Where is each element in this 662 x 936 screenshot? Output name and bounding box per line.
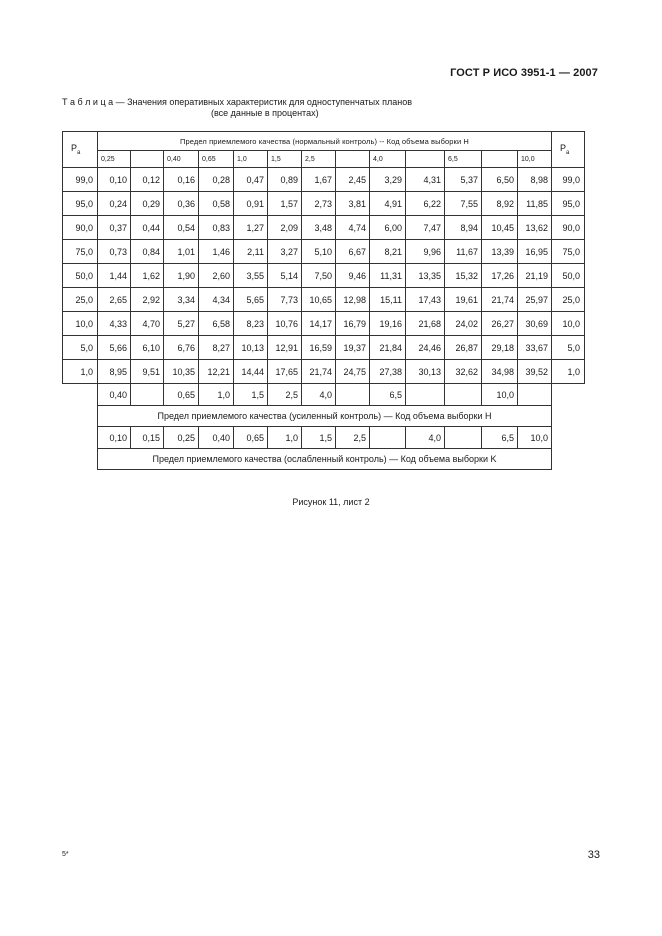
value-cell: 8,23 [234, 312, 268, 336]
pa-value-right: 99,0 [552, 168, 585, 192]
value-cell: 0,37 [98, 216, 131, 240]
value-cell: 8,92 [482, 192, 518, 216]
value-cell: 21,19 [518, 264, 552, 288]
tightened-code-cell [518, 384, 552, 406]
value-cell: 16,79 [336, 312, 370, 336]
value-cell: 6,50 [482, 168, 518, 192]
value-cell: 2,73 [302, 192, 336, 216]
value-cell: 30,69 [518, 312, 552, 336]
value-cell: 25,97 [518, 288, 552, 312]
value-cell: 3,55 [234, 264, 268, 288]
value-cell: 21,68 [406, 312, 445, 336]
value-cell: 7,73 [268, 288, 302, 312]
reduced-code-cell: 1,0 [268, 427, 302, 449]
normal-code-cell: 1,0 [234, 151, 268, 168]
normal-code-cell [131, 151, 164, 168]
tightened-code-cell: 0,65 [164, 384, 199, 406]
value-cell: 2,09 [268, 216, 302, 240]
value-cell: 14,17 [302, 312, 336, 336]
table-caption-subtitle: (все данные в процентах) [211, 108, 319, 118]
value-cell: 19,61 [445, 288, 482, 312]
value-cell: 8,98 [518, 168, 552, 192]
value-cell: 2,60 [199, 264, 234, 288]
value-cell: 11,85 [518, 192, 552, 216]
pa-value-left: 25,0 [63, 288, 98, 312]
value-cell: 19,37 [336, 336, 370, 360]
value-cell: 0,28 [199, 168, 234, 192]
value-cell: 4,31 [406, 168, 445, 192]
value-cell: 1,67 [302, 168, 336, 192]
value-cell: 10,35 [164, 360, 199, 384]
reduced-inspection-title-row [63, 449, 585, 470]
reduced-code-cell: 0,40 [199, 427, 234, 449]
pa-value-right: 50,0 [552, 264, 585, 288]
tightened-code-cell [336, 384, 370, 406]
tightened-codes-row [63, 384, 585, 406]
value-cell: 39,52 [518, 360, 552, 384]
value-cell: 7,50 [302, 264, 336, 288]
reduced-codes-row [63, 427, 585, 449]
value-cell: 11,31 [370, 264, 406, 288]
value-cell: 1,90 [164, 264, 199, 288]
page-number: 33 [587, 849, 600, 861]
value-cell: 16,95 [518, 240, 552, 264]
reduced-code-cell: 0,25 [164, 427, 199, 449]
standard-header: ГОСТ Р ИСО 3951-1 — 2007 [450, 67, 598, 79]
reduced-code-cell [445, 427, 482, 449]
value-cell: 0,12 [131, 168, 164, 192]
reduced-code-cell: 1,5 [302, 427, 336, 449]
value-cell: 4,34 [199, 288, 234, 312]
reduced-code-cell: 2,5 [336, 427, 370, 449]
normal-code-cell: 6,5 [445, 151, 482, 168]
value-cell: 12,21 [199, 360, 234, 384]
table-row [63, 240, 585, 264]
value-cell: 3,48 [302, 216, 336, 240]
reduced-code-cell: 10,0 [518, 427, 552, 449]
pa-value-right: 75,0 [552, 240, 585, 264]
value-cell: 0,29 [131, 192, 164, 216]
value-cell: 0,89 [268, 168, 302, 192]
tightened-code-cell: 4,0 [302, 384, 336, 406]
value-cell: 1,62 [131, 264, 164, 288]
value-cell: 12,98 [336, 288, 370, 312]
value-cell: 5,10 [302, 240, 336, 264]
value-cell: 21,74 [302, 360, 336, 384]
value-cell: 6,58 [199, 312, 234, 336]
value-cell: 5,27 [164, 312, 199, 336]
pa-value-right: 5,0 [552, 336, 585, 360]
value-cell: 1,44 [98, 264, 131, 288]
pa-value-left: 5,0 [63, 336, 98, 360]
value-cell: 17,26 [482, 264, 518, 288]
value-cell: 17,43 [406, 288, 445, 312]
value-cell: 6,10 [131, 336, 164, 360]
normal-code-cell [482, 151, 518, 168]
value-cell: 16,59 [302, 336, 336, 360]
pa-value-left: 75,0 [63, 240, 98, 264]
value-cell: 3,29 [370, 168, 406, 192]
value-cell: 2,45 [336, 168, 370, 192]
value-cell: 10,76 [268, 312, 302, 336]
pa-value-left: 95,0 [63, 192, 98, 216]
normal-code-cell: 0,40 [164, 151, 199, 168]
value-cell: 12,91 [268, 336, 302, 360]
tightened-code-cell [406, 384, 445, 406]
value-cell: 1,27 [234, 216, 268, 240]
value-cell: 2,92 [131, 288, 164, 312]
value-cell: 3,81 [336, 192, 370, 216]
tightened-code-cell: 6,5 [370, 384, 406, 406]
value-cell: 7,55 [445, 192, 482, 216]
value-cell: 0,54 [164, 216, 199, 240]
pa-value-left: 10,0 [63, 312, 98, 336]
value-cell: 2,11 [234, 240, 268, 264]
pa-value-left: 90,0 [63, 216, 98, 240]
value-cell: 0,47 [234, 168, 268, 192]
value-cell: 24,02 [445, 312, 482, 336]
value-cell: 8,94 [445, 216, 482, 240]
value-cell: 0,73 [98, 240, 131, 264]
pa-value-left: 50,0 [63, 264, 98, 288]
table-row [63, 360, 585, 384]
table-row [63, 168, 585, 192]
value-cell: 1,57 [268, 192, 302, 216]
tightened-inspection-title: Предел приемлемого качества (усиленный контроль) — Код объема выборки H [98, 406, 552, 427]
pa-value-left: 99,0 [63, 168, 98, 192]
tightened-code-cell [445, 384, 482, 406]
pa-header-left: $P_a$ [63, 132, 98, 168]
tightened-code-cell: 0,40 [98, 384, 131, 406]
value-cell: 24,46 [406, 336, 445, 360]
pa-header-right: $P_a$ [552, 132, 585, 168]
value-cell: 24,75 [336, 360, 370, 384]
value-cell: 4,70 [131, 312, 164, 336]
normal-code-cell [336, 151, 370, 168]
table-caption-title: Т а б л и ц а — Значения оперативных характеристик для одноступенчатых планов [62, 97, 413, 107]
value-cell: 10,13 [234, 336, 268, 360]
value-cell: 9,46 [336, 264, 370, 288]
value-cell: 34,98 [482, 360, 518, 384]
tightened-code-cell: 2,5 [268, 384, 302, 406]
tightened-code-cell [131, 384, 164, 406]
tightened-code-cell: 1,5 [234, 384, 268, 406]
value-cell: 29,18 [482, 336, 518, 360]
table-row [63, 312, 585, 336]
table-row [63, 192, 585, 216]
value-cell: 0,83 [199, 216, 234, 240]
value-cell: 21,84 [370, 336, 406, 360]
reduced-code-cell: 6,5 [482, 427, 518, 449]
value-cell: 8,95 [98, 360, 131, 384]
reduced-inspection-title: Предел приемлемого качества (ослабленный контроль) — Код объема выборки K [98, 449, 552, 470]
normal-code-cell: 4,0 [370, 151, 406, 168]
table-row [63, 288, 585, 312]
reduced-code-cell: 0,10 [98, 427, 131, 449]
normal-inspection-title: Предел приемлемого качества (нормальный контроль) -- Код объема выборки H [98, 132, 552, 151]
pa-value-right: 10,0 [552, 312, 585, 336]
value-cell: 15,32 [445, 264, 482, 288]
value-cell: 11,67 [445, 240, 482, 264]
pa-value-left: 1,0 [63, 360, 98, 384]
reduced-code-cell [370, 427, 406, 449]
value-cell: 33,67 [518, 336, 552, 360]
tightened-code-cell: 10,0 [482, 384, 518, 406]
table-caption [62, 97, 582, 119]
value-cell: 13,62 [518, 216, 552, 240]
value-cell: 0,24 [98, 192, 131, 216]
value-cell: 0,10 [98, 168, 131, 192]
value-cell: 3,27 [268, 240, 302, 264]
pa-value-right: 25,0 [552, 288, 585, 312]
pa-value-right: 95,0 [552, 192, 585, 216]
value-cell: 8,27 [199, 336, 234, 360]
value-cell: 5,37 [445, 168, 482, 192]
value-cell: 30,13 [406, 360, 445, 384]
value-cell: 0,44 [131, 216, 164, 240]
value-cell: 0,84 [131, 240, 164, 264]
value-cell: 2,65 [98, 288, 131, 312]
normal-code-cell: 1,5 [268, 151, 302, 168]
value-cell: 19,16 [370, 312, 406, 336]
table-row [63, 264, 585, 288]
value-cell: 7,47 [406, 216, 445, 240]
value-cell: 13,39 [482, 240, 518, 264]
value-cell: 6,67 [336, 240, 370, 264]
normal-code-cell: 10,0 [518, 151, 552, 168]
tightened-inspection-title-row [63, 406, 585, 427]
value-cell: 4,74 [336, 216, 370, 240]
table-row [63, 336, 585, 360]
value-cell: 6,76 [164, 336, 199, 360]
value-cell: 10,45 [482, 216, 518, 240]
value-cell: 5,65 [234, 288, 268, 312]
value-cell: 5,66 [98, 336, 131, 360]
operating-characteristics-table [62, 131, 585, 470]
value-cell: 0,36 [164, 192, 199, 216]
value-cell: 0,91 [234, 192, 268, 216]
value-cell: 4,91 [370, 192, 406, 216]
pa-value-right: 90,0 [552, 216, 585, 240]
tightened-code-cell: 1,0 [199, 384, 234, 406]
value-cell: 14,44 [234, 360, 268, 384]
value-cell: 26,27 [482, 312, 518, 336]
value-cell: 26,87 [445, 336, 482, 360]
value-cell: 5,14 [268, 264, 302, 288]
value-cell: 15,11 [370, 288, 406, 312]
value-cell: 4,33 [98, 312, 131, 336]
table-row [63, 216, 585, 240]
value-cell: 10,65 [302, 288, 336, 312]
normal-code-cell: 0,65 [199, 151, 234, 168]
value-cell: 9,51 [131, 360, 164, 384]
value-cell: 6,00 [370, 216, 406, 240]
value-cell: 9,96 [406, 240, 445, 264]
reduced-code-cell: 0,65 [234, 427, 268, 449]
value-cell: 8,21 [370, 240, 406, 264]
figure-caption: Рисунок 11, лист 2 [292, 497, 370, 507]
reduced-code-cell: 4,0 [406, 427, 445, 449]
value-cell: 0,58 [199, 192, 234, 216]
value-cell: 0,16 [164, 168, 199, 192]
value-cell: 13,35 [406, 264, 445, 288]
normal-code-cell: 2,5 [302, 151, 336, 168]
value-cell: 27,38 [370, 360, 406, 384]
normal-code-cell [406, 151, 445, 168]
pa-value-right: 1,0 [552, 360, 585, 384]
value-cell: 17,65 [268, 360, 302, 384]
value-cell: 6,22 [406, 192, 445, 216]
value-cell: 3,34 [164, 288, 199, 312]
value-cell: 1,01 [164, 240, 199, 264]
reduced-code-cell: 0,15 [131, 427, 164, 449]
footnote-mark: 5* [62, 851, 69, 858]
value-cell: 1,46 [199, 240, 234, 264]
normal-code-cell: 0,25 [98, 151, 131, 168]
value-cell: 32,62 [445, 360, 482, 384]
value-cell: 21,74 [482, 288, 518, 312]
